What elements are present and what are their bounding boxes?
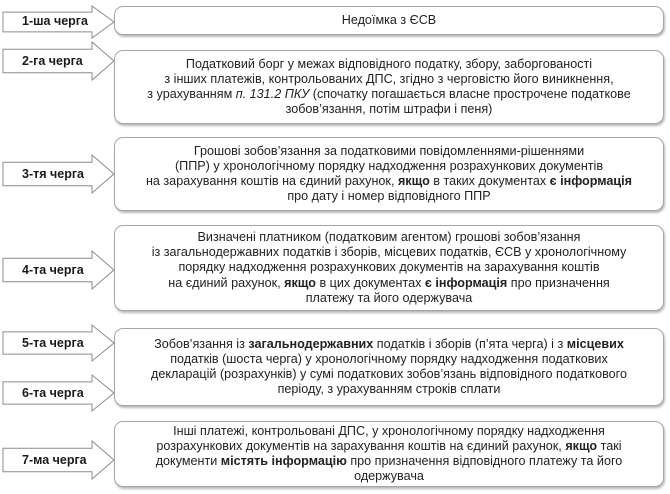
q7-line3: документи містять інформацію про призначення відповідного платежу та його	[155, 454, 623, 468]
queue-text-7: Інші платежі, контрольовані ДПС, у хронологічному порядку надходження розрахункових документів на зарахування коштів на єдиний рахунок, якщо такі документи містять інформацію про призначення відповідного платежу та його одержувача	[155, 423, 623, 484]
queue-label-6: 6-та черга	[22, 386, 84, 400]
queue-text-3: Грошові зобов’язання за податковими повідомленнями-рішеннями (ППР) у хронологічному порядку надходження розрахункових документів на зарахування коштів на єдиний рахунок, якщо в таких документах є інформація про дату і номер відповідного ППР	[145, 143, 633, 204]
queue-label-3: 3-тя черга	[22, 167, 85, 181]
queue-label-2: 2-га черга	[22, 54, 83, 68]
queue-label-7: 7-ма черга	[22, 453, 87, 467]
queue-text-2: Податковий борг у межах відповідного податку, збору, заборгованості з інших платежів, контрольованих ДПС, згідно з черговістю його виникнення, з урахуванням п. 131.2 ПКУ (спочатку погашається власне прострочене податкове зобов’язання, потім штрафи і пеня)	[147, 56, 631, 117]
q4-line4: на єдиний рахунок, якщо в цих документах є інформація про призначення	[168, 275, 610, 290]
queue-label-1: 1-ша черга	[22, 14, 88, 28]
queue-box-4	[114, 225, 664, 311]
queue-box-2	[114, 50, 664, 124]
q3-line3: на зарахування коштів на єдиний рахунок, якщо в таких документах є інформація	[145, 174, 633, 188]
queue-box-3	[114, 137, 664, 211]
queue-label-5: 5-та черга	[22, 336, 84, 350]
queue-box-5-6	[114, 328, 664, 406]
q6-line1: Зобов’язання із загальнодержавних податків і зборів (п’ята черга) і з місцевих	[154, 336, 624, 351]
q2-line3: з урахуванням п. 131.2 ПКУ (спочатку погашається власне прострочене податкове	[147, 87, 631, 101]
q7-line2: розрахункових документів на зарахування коштів на єдиний рахунок, якщо такі	[156, 438, 622, 453]
queue-box-1	[114, 6, 664, 35]
queue-text-4: Визначені платником (податковим агентом) грошові зобов’язання із загальнодержавних податків і зборів, місцевих податків, ЄСВ у хронологічному порядку надходження розрахункових документів на зарахування коштів на єдиний рахунок, якщо в цих документах є інформація про призначення платежу та його одержувача	[151, 229, 627, 305]
queue-text-5-6: Зобов’язання із загальнодержавних податків і зборів (п’ята черга) і з місцевих податків (шоста черга) у хронологічному порядку надходження податкових декларацій (розрахунків) у сумі податкових зобов’язань відповідного податкового періоду, з урахуванням строків сплати	[151, 336, 627, 397]
queue-box-7	[114, 421, 664, 487]
queue-text-1: Недоїмка з ЄСВ	[341, 12, 437, 27]
queue-label-4: 4-та черга	[22, 263, 84, 277]
